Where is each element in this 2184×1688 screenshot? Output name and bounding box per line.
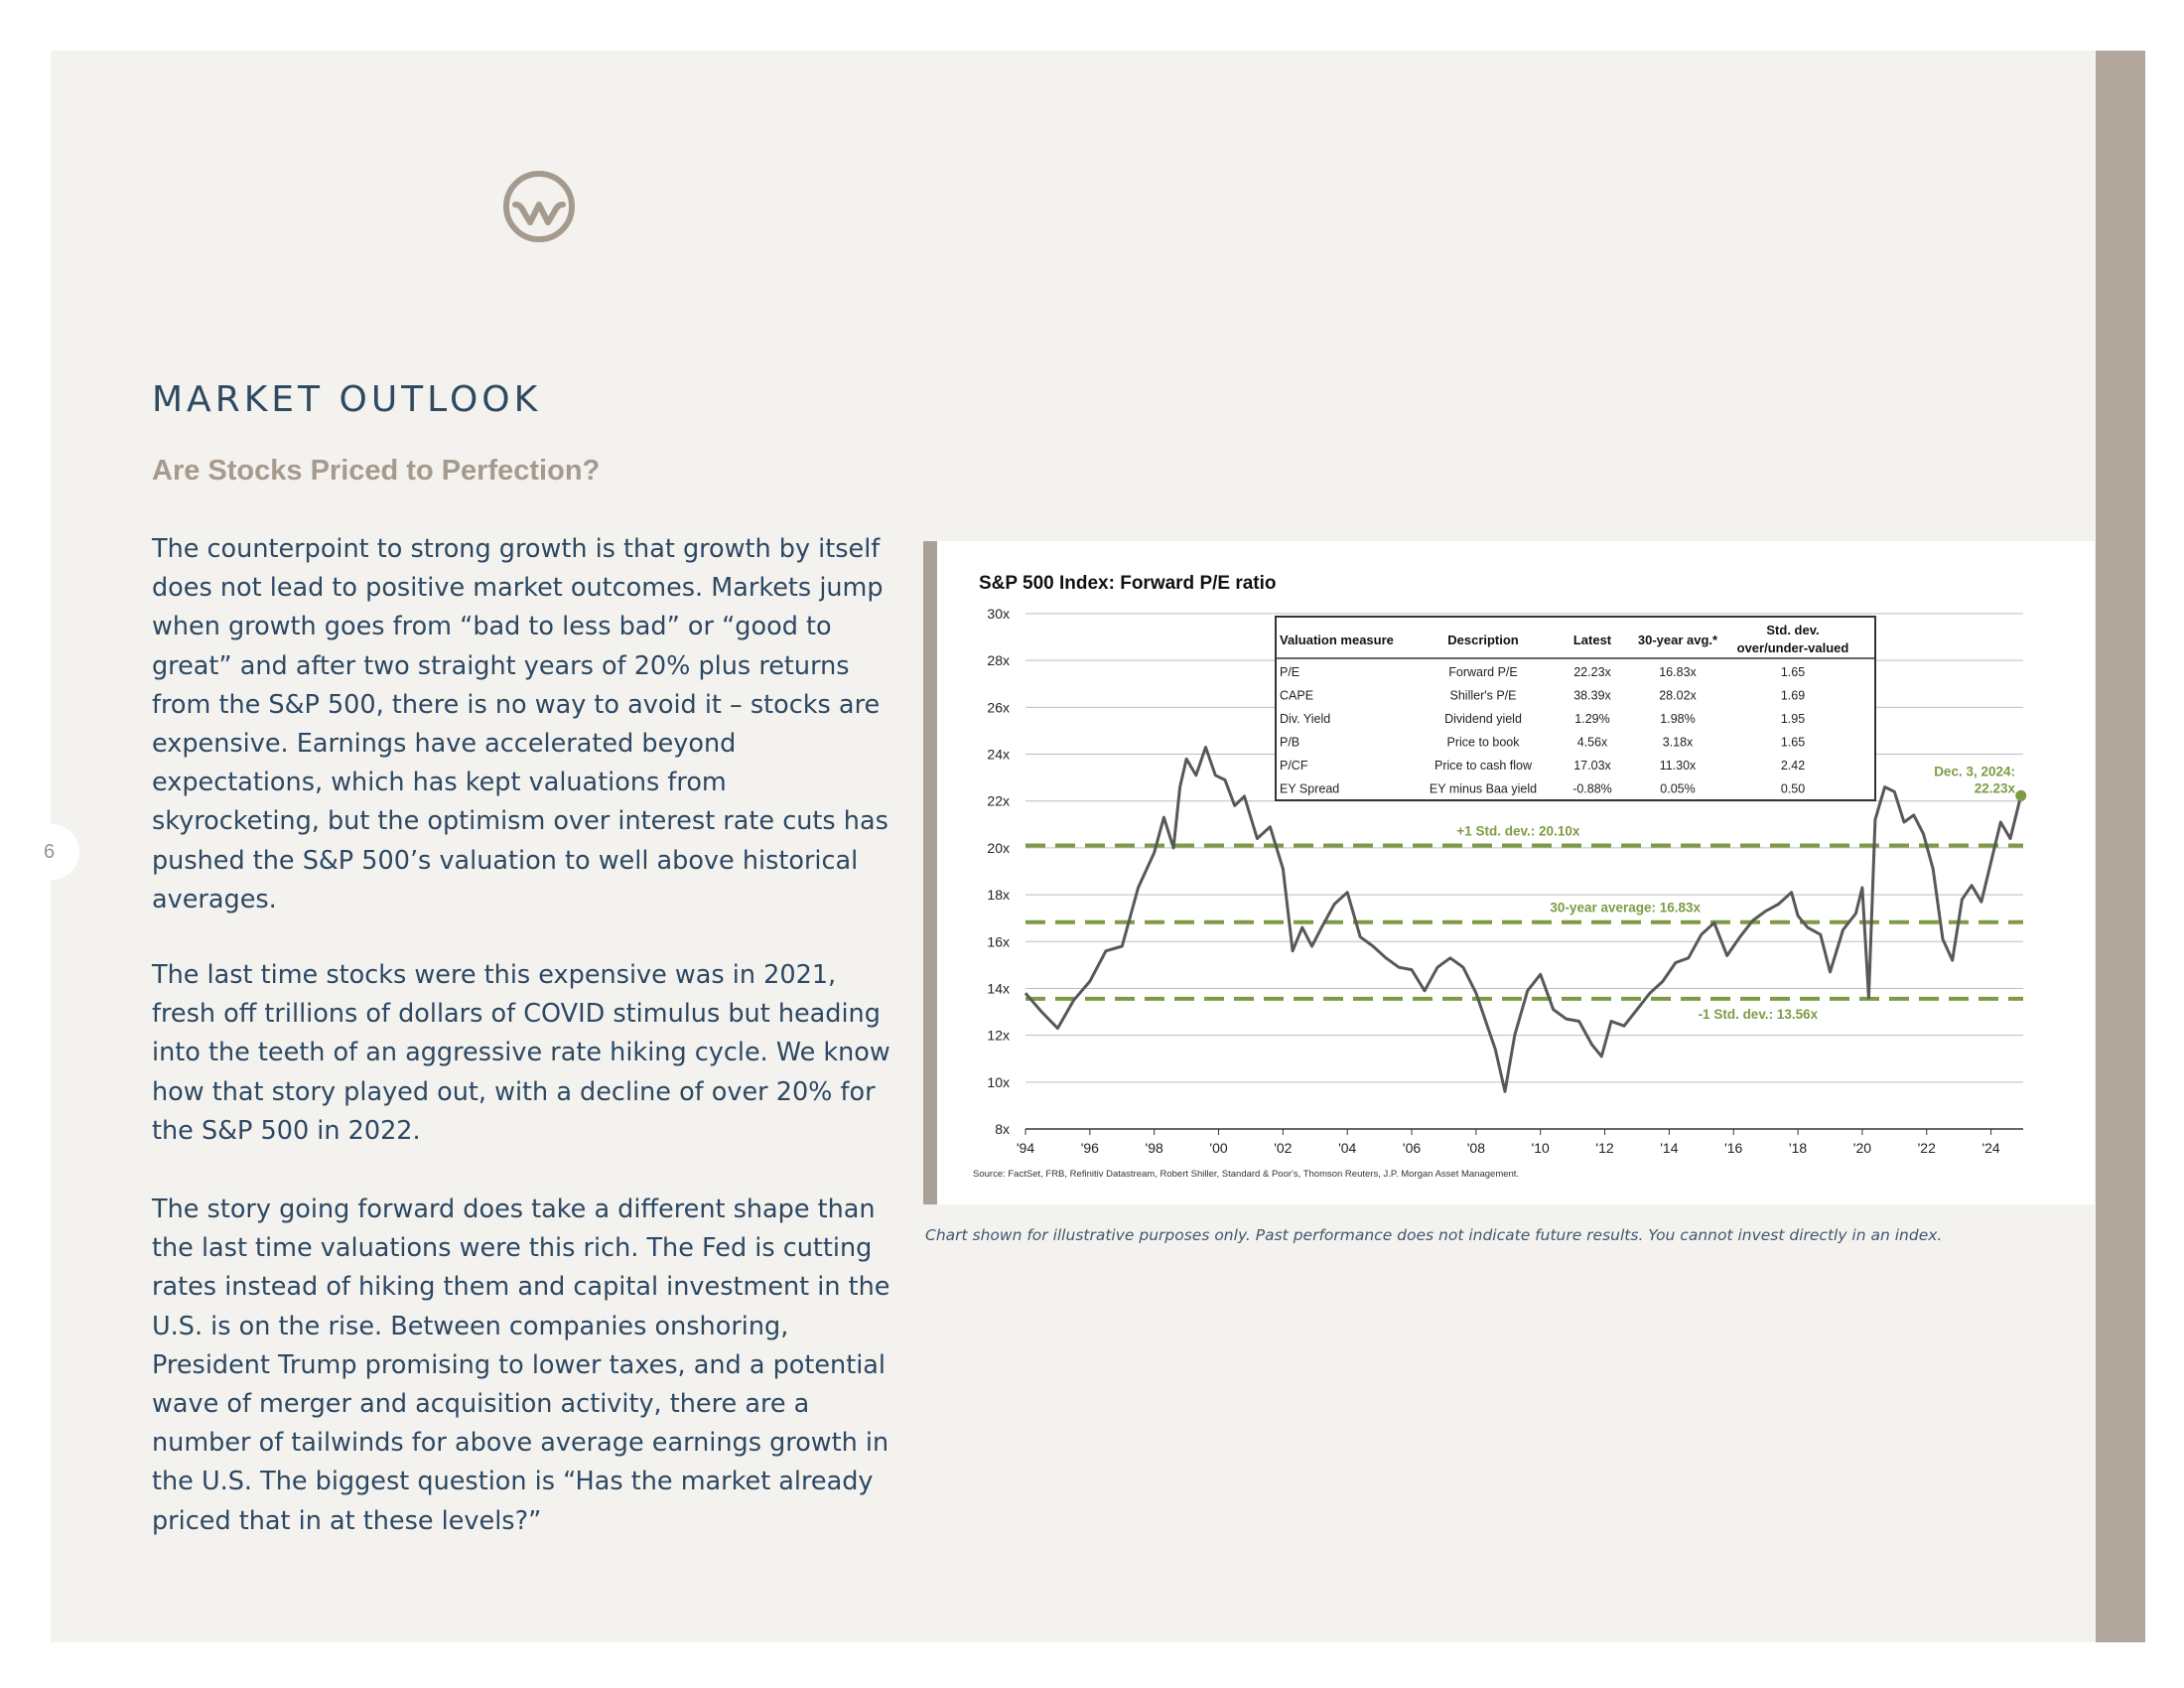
y-tick-label: 8x	[995, 1121, 1010, 1137]
x-tick-label: '10	[1531, 1140, 1550, 1156]
x-tick-label: '98	[1145, 1140, 1163, 1156]
table-header: Description	[1447, 633, 1519, 647]
reference-line-label: -1 Std. dev.: 13.56x	[1698, 1006, 1819, 1022]
chart-panel	[923, 541, 2095, 1204]
chart-title: S&P 500 Index: Forward P/E ratio	[979, 573, 1277, 594]
table-cell: 3.18x	[1662, 735, 1694, 750]
table-cell: 1.95	[1780, 712, 1806, 726]
table-cell: Forward P/E	[1448, 665, 1518, 679]
reference-line-label: +1 Std. dev.: 20.10x	[1456, 823, 1580, 839]
table-cell: Price to cash flow	[1434, 759, 1532, 773]
table-cell: Price to book	[1446, 735, 1520, 750]
table-cell: 17.03x	[1573, 759, 1611, 773]
table-cell: 16.83x	[1659, 665, 1697, 679]
table-cell: 0.05%	[1660, 781, 1696, 796]
table-cell: 1.29%	[1574, 712, 1610, 726]
x-tick-label: '02	[1274, 1140, 1293, 1156]
table-cell: 1.65	[1780, 735, 1806, 750]
y-tick-label: 18x	[987, 887, 1010, 904]
x-tick-label: '24	[1981, 1140, 2000, 1156]
table-cell: Dividend yield	[1444, 712, 1522, 726]
y-tick-label: 24x	[987, 746, 1010, 763]
y-tick-label: 28x	[987, 652, 1010, 669]
x-tick-label: '04	[1338, 1140, 1357, 1156]
chart-accent-bar	[923, 541, 937, 1204]
reference-line-label: 30-year average: 16.83x	[1550, 900, 1702, 915]
pe-ratio-chart	[923, 541, 2095, 1204]
table-cell: 38.39x	[1573, 688, 1611, 703]
x-tick-label: '12	[1595, 1140, 1614, 1156]
table-cell: P/B	[1280, 735, 1300, 750]
endpoint-label-date: Dec. 3, 2024:	[1934, 764, 2015, 779]
x-tick-label: '14	[1660, 1140, 1679, 1156]
chart-source: Source: FactSet, FRB, Refinitiv Datastream, Robert Shiller, Standard & Poor's, Thomson Reuters, J.P. Morgan Asset Management.	[973, 1169, 1520, 1180]
table-cell: 2.42	[1780, 759, 1806, 773]
table-cell: EY Spread	[1280, 781, 1340, 796]
table-header: Latest	[1572, 633, 1612, 647]
x-tick-label: '16	[1724, 1140, 1743, 1156]
table-cell: 22.23x	[1573, 665, 1611, 679]
table-cell: P/E	[1280, 665, 1300, 679]
table-header: 30-year avg.*	[1637, 633, 1718, 647]
table-cell: P/CF	[1280, 759, 1308, 773]
table-header: Valuation measure	[1280, 633, 1394, 647]
section-title: MARKET OUTLOOK	[152, 379, 542, 420]
x-tick-label: '94	[1016, 1140, 1035, 1156]
table-cell: 11.30x	[1659, 759, 1697, 773]
page-edge-bar	[2096, 51, 2145, 1642]
y-tick-label: 20x	[987, 839, 1010, 856]
y-tick-label: 14x	[987, 980, 1010, 997]
table-cell: CAPE	[1280, 688, 1314, 703]
x-tick-label: '96	[1080, 1140, 1099, 1156]
endpoint-marker	[2015, 790, 2026, 801]
x-tick-label: '06	[1402, 1140, 1422, 1156]
table-cell: 1.69	[1780, 688, 1806, 703]
valuation-table	[1276, 617, 1875, 800]
table-cell: EY minus Baa yield	[1429, 781, 1538, 796]
table-cell: 1.98%	[1660, 712, 1696, 726]
y-tick-label: 22x	[987, 792, 1010, 809]
y-tick-label: 16x	[987, 933, 1010, 950]
table-cell: 1.65	[1780, 665, 1806, 679]
y-tick-label: 30x	[987, 606, 1010, 622]
y-tick-label: 26x	[987, 699, 1010, 716]
table-cell: 0.50	[1780, 781, 1806, 796]
x-tick-label: '18	[1788, 1140, 1808, 1156]
article-subtitle: Are Stocks Priced to Perfection?	[152, 455, 601, 487]
chart-disclaimer: Chart shown for illustrative purposes only. Past performance does not indicate future results. You cannot invest directly in an index.	[925, 1226, 1943, 1244]
table-cell: 28.02x	[1659, 688, 1697, 703]
table-cell: Shiller's P/E	[1449, 688, 1517, 703]
endpoint-label-value: 22.23x	[1974, 780, 2015, 796]
body-paragraph-2: The last time stocks were this expensive was in 2021, fresh off trillions of dollars of COVID stimulus but heading into the teeth of an aggressive rate hiking cycle. We know how that story played out, with a decline of over 20% for the S&P 500 in 2022.	[152, 960, 890, 1146]
page-number: 6	[18, 824, 79, 880]
body-paragraph-3: The story going forward does take a different shape than the last time valuations were this rich. The Fed is cutting rates instead of hiking them and capital investment in the U.S. is on the rise. Between companies onshoring, President Trump promising to lower taxes, and a potential wave of merger and acquisition activity, there are a number of tailwinds for above average earnings growth in the U.S. The biggest question is “Has the market already priced that in at these levels?”	[152, 1195, 890, 1536]
table-cell: -0.88%	[1572, 781, 1612, 796]
brand-logo-icon	[501, 169, 577, 244]
table-header: over/under-valued	[1736, 640, 1849, 655]
x-tick-label: '20	[1852, 1140, 1872, 1156]
x-tick-label: '22	[1917, 1140, 1936, 1156]
table-cell: Div. Yield	[1280, 712, 1331, 726]
body-paragraph-1: The counterpoint to strong growth is that growth by itself does not lead to positive market outcomes. Markets jump when growth goes from “bad to less bad” or “good to great” and after two straight years of 20% plus returns from the S&P 500, there is no way to avoid it – stocks are expensive. Earnings have accelerated beyond expectations, which has kept valuations from skyrocketing, but the optimism over interest rate cuts has pushed the S&P 500’s valuation to well above historical averages.	[152, 534, 888, 914]
x-tick-label: '08	[1466, 1140, 1485, 1156]
y-tick-label: 12x	[987, 1027, 1010, 1044]
x-tick-label: '00	[1209, 1140, 1228, 1156]
y-tick-label: 10x	[987, 1073, 1010, 1090]
table-header: Std. dev.	[1766, 623, 1820, 637]
table-cell: 4.56x	[1576, 735, 1608, 750]
